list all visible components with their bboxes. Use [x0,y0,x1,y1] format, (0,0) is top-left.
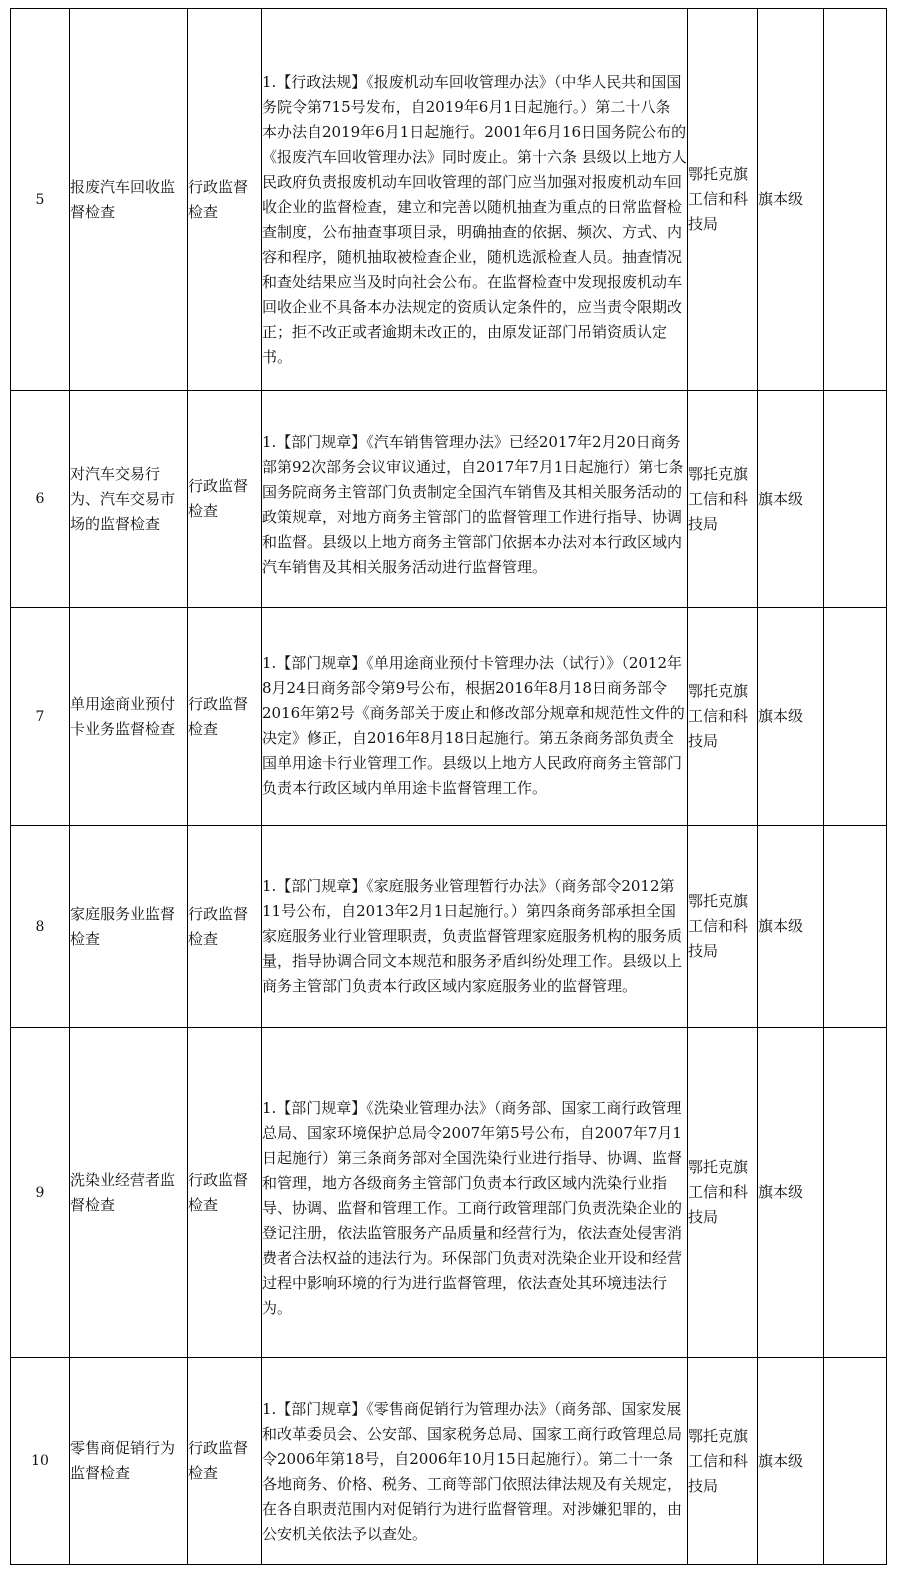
legal-basis-text: 1.【部门规章】《家庭服务业管理暂行办法》（商务部令2012第11号公布，自2013年2月1日起施行。）第四条商务部承担全国家庭服务业行业管理职责，负责监督管理家庭服务机构的服务质量，指导协调合同文本规范和服务矛盾纠纷处理工作。县级以上商务主管部门负责本行政区域内家庭服务业的监督管理。 [262,877,683,995]
legal-basis-cell [262,1358,688,1565]
item-type: 行政监督检查 [188,391,262,608]
legal-basis-cell [262,826,688,1028]
responsible-department: 鄂托克旗工信和科技局 [688,826,758,1028]
remarks-cell [824,1028,887,1358]
remarks-cell [824,1358,887,1565]
legal-basis-text: 1.【部门规章】《洗染业管理办法》（商务部、国家工商行政管理总局、国家环境保护总局令2007年第5号公布，自2007年7月1日起施行）第三条商务部对全国洗染行业进行指导、协调、监督和管理，地方各级商务主管部门负责本行政区域内洗染行业指导、协调、监督和管理工作。工商行政管理部门负责洗染企业的登记注册，依法监管服务产品质量和经营行为，依法查处侵害消费者合法权益的违法行为。环保部门负责对洗染企业开设和经营过程中影响环境的行为进行监督管理，依法查处其环境违法行为。 [262,1099,683,1317]
administrative-level: 旗本级 [758,826,824,1028]
item-type: 行政监督检查 [188,9,262,391]
legal-basis-cell [262,608,688,826]
administrative-level: 旗本级 [758,391,824,608]
row-number: 10 [11,1358,70,1565]
table-row [11,9,887,391]
row-number: 5 [11,9,70,391]
legal-basis-cell [262,391,688,608]
administrative-level: 旗本级 [758,9,824,391]
administrative-level: 旗本级 [758,1358,824,1565]
remarks-cell [824,608,887,826]
responsible-department: 鄂托克旗工信和科技局 [688,1358,758,1565]
item-name: 家庭服务业监督检查 [70,826,188,1028]
legal-basis-text: 1.【部门规章】《单用途商业预付卡管理办法（试行）》（2012年8月24日商务部令第9号公布，根据2016年8月18日商务部令2016年第2号《商务部关于废止和修改部分规章和规范性文件的决定》修正，自2016年8月18日起施行。第五条商务部负责全国单用途卡行业管理工作。县级以上地方人民政府商务主管部门负责本行政区域内单用途卡监督管理工作。 [262,653,685,797]
row-number: 9 [11,1028,70,1358]
item-name: 单用途商业预付卡业务监督检查 [70,608,188,826]
responsible-department: 鄂托克旗工信和科技局 [688,9,758,391]
legal-basis-cell [262,1028,688,1358]
responsible-department: 鄂托克旗工信和科技局 [688,391,758,608]
power-list-table [10,8,887,1565]
table-row [11,1028,887,1358]
item-type: 行政监督检查 [188,1358,262,1565]
remarks-cell [824,391,887,608]
legal-basis-text: 1.【行政法规】《报废机动车回收管理办法》（中华人民共和国国务院令第715号发布，自2019年6月1日起施行。）第二十八条 本办法自2019年6月1日起施行。2001年6月16日国务院公布的《报废汽车回收管理办法》同时废止。第十六条 县级以上地方人民政府负责报废机动车回收管理的部门应当加强对报废机动车回收企业的监督检查，建立和完善以随机抽查为重点的日常监督检查制度，公布抽查事项目录，明确抽查的依据、频次、方式、内容和程序，随机抽取被检查企业，随机选派检查人员。抽查情况和查处结果应当及时向社会公布。在监督检查中发现报废机动车回收企业不具备本办法规定的资质认定条件的，应当责令限期改正；拒不改正或者逾期未改正的，由原发证部门吊销资质认定书。 [262,72,687,366]
item-type: 行政监督检查 [188,826,262,1028]
row-number: 6 [11,391,70,608]
row-number: 7 [11,608,70,826]
legal-basis-cell [262,9,688,391]
responsible-department: 鄂托克旗工信和科技局 [688,608,758,826]
responsible-department: 鄂托克旗工信和科技局 [688,1028,758,1358]
table-row [11,608,887,826]
table-row [11,1358,887,1565]
table-row [11,391,887,608]
row-number: 8 [11,826,70,1028]
item-name: 报废汽车回收监督检查 [70,9,188,391]
item-name: 洗染业经营者监督检查 [70,1028,188,1358]
item-name: 对汽车交易行为、汽车交易市场的监督检查 [70,391,188,608]
administrative-level: 旗本级 [758,608,824,826]
item-name: 零售商促销行为监督检查 [70,1358,188,1565]
remarks-cell [824,9,887,391]
administrative-level: 旗本级 [758,1028,824,1358]
item-type: 行政监督检查 [188,1028,262,1358]
table-row [11,826,887,1028]
legal-basis-text: 1.【部门规章】《汽车销售管理办法》已经2017年2月20日商务部第92次部务会议审议通过，自2017年7月1日起施行）第七条国务院商务主管部门负责制定全国汽车销售及其相关服务活动的政策规章，对地方商务主管部门的监督管理工作进行指导、协调和监督。县级以上地方商务主管部门依据本办法对本行政区域内汽车销售及其相关服务活动进行监督管理。 [262,433,684,576]
remarks-cell [824,826,887,1028]
legal-basis-text: 1.【部门规章】《零售商促销行为管理办法》（商务部、国家发展和改革委员会、公安部、国家税务总局、国家工商行政管理总局令2006年第18号，自2006年10月15日起施行）。第二十一条各地商务、价格、税务、工商等部门依照法律法规及有关规定，在各自职责范围内对促销行为进行监督管理。对涉嫌犯罪的，由公安机关依法予以查处。 [262,1400,683,1543]
item-type: 行政监督检查 [188,608,262,826]
